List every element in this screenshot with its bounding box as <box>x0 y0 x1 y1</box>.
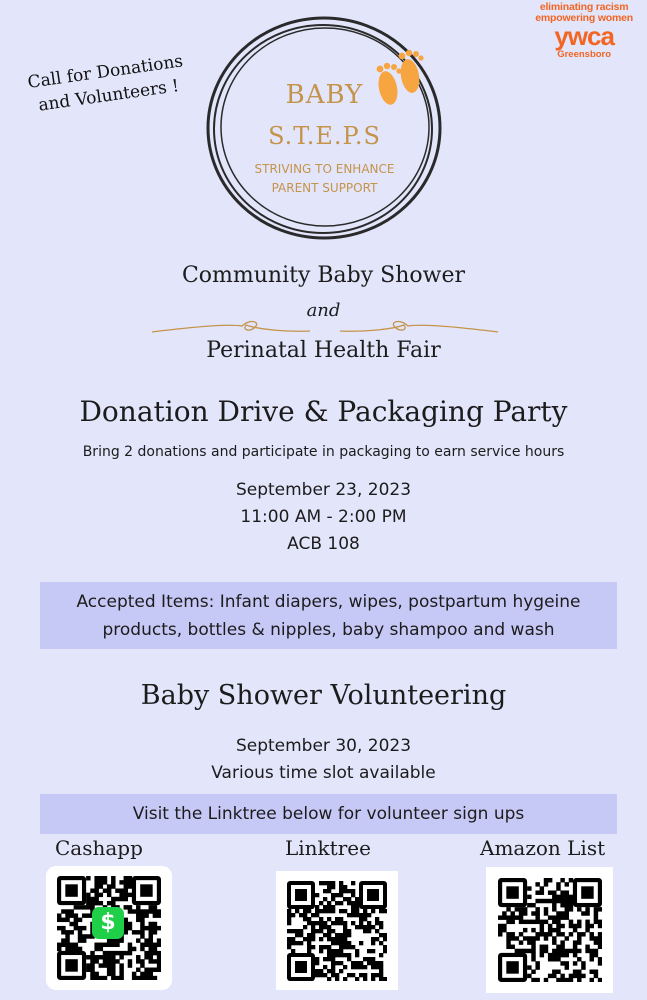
ywca-slogan-1: eliminating racism <box>539 1 629 13</box>
donation-details <box>0 477 647 558</box>
logo-tagline-1: STRIVING TO ENHANCE <box>254 162 395 176</box>
logo-title: BABY <box>285 80 364 110</box>
donation-location: ACB 108 <box>287 534 360 554</box>
call-for-donations-text: Call for Donations and Volunteers ! <box>26 51 185 116</box>
event-connector: and <box>306 300 341 321</box>
event-title-1: Community Baby Shower <box>181 263 466 288</box>
ywca-logo <box>535 2 633 62</box>
donation-time: 11:00 AM - 2:00 PM <box>240 507 407 527</box>
qr-label-amazon: Amazon List <box>480 836 606 860</box>
donation-date: September 23, 2023 <box>235 480 412 500</box>
volunteering-details <box>0 733 647 787</box>
accepted-items-line-2: products, bottles & nipples, baby shampoo and wash <box>102 620 555 640</box>
event-title-2: Perinatal Health Fair <box>206 338 441 363</box>
volunteering-date: September 30, 2023 <box>235 736 412 756</box>
accepted-items-line-1: Accepted Items: Infant diapers, wipes, postpartum hygeine <box>76 592 581 612</box>
qr-code-amazon[interactable] <box>486 867 613 993</box>
qr-code-linktree[interactable] <box>276 871 398 990</box>
ywca-city: Greensboro <box>557 49 612 60</box>
volunteering-heading: Baby Shower Volunteering <box>140 680 507 711</box>
volunteering-slots: Various time slot available <box>211 763 436 783</box>
logo-tagline-2: PARENT SUPPORT <box>271 181 378 195</box>
accepted-items-band <box>40 582 617 649</box>
qr-label-linktree: Linktree <box>285 836 371 860</box>
logo-acronym: S.T.E.P.S <box>268 122 381 150</box>
qr-label-cashapp: Cashapp <box>55 836 143 860</box>
linktree-note-band: Visit the Linktree below for volunteer sign ups <box>40 794 617 834</box>
ywca-brand: ywca <box>554 21 614 51</box>
donation-heading: Donation Drive & Packaging Party <box>79 395 568 428</box>
donation-note: Bring 2 donations and participate in packaging to earn service hours <box>82 444 565 460</box>
ywca-slogan-2: empowering women <box>535 12 633 24</box>
cash-app-icon: $ <box>92 907 124 939</box>
